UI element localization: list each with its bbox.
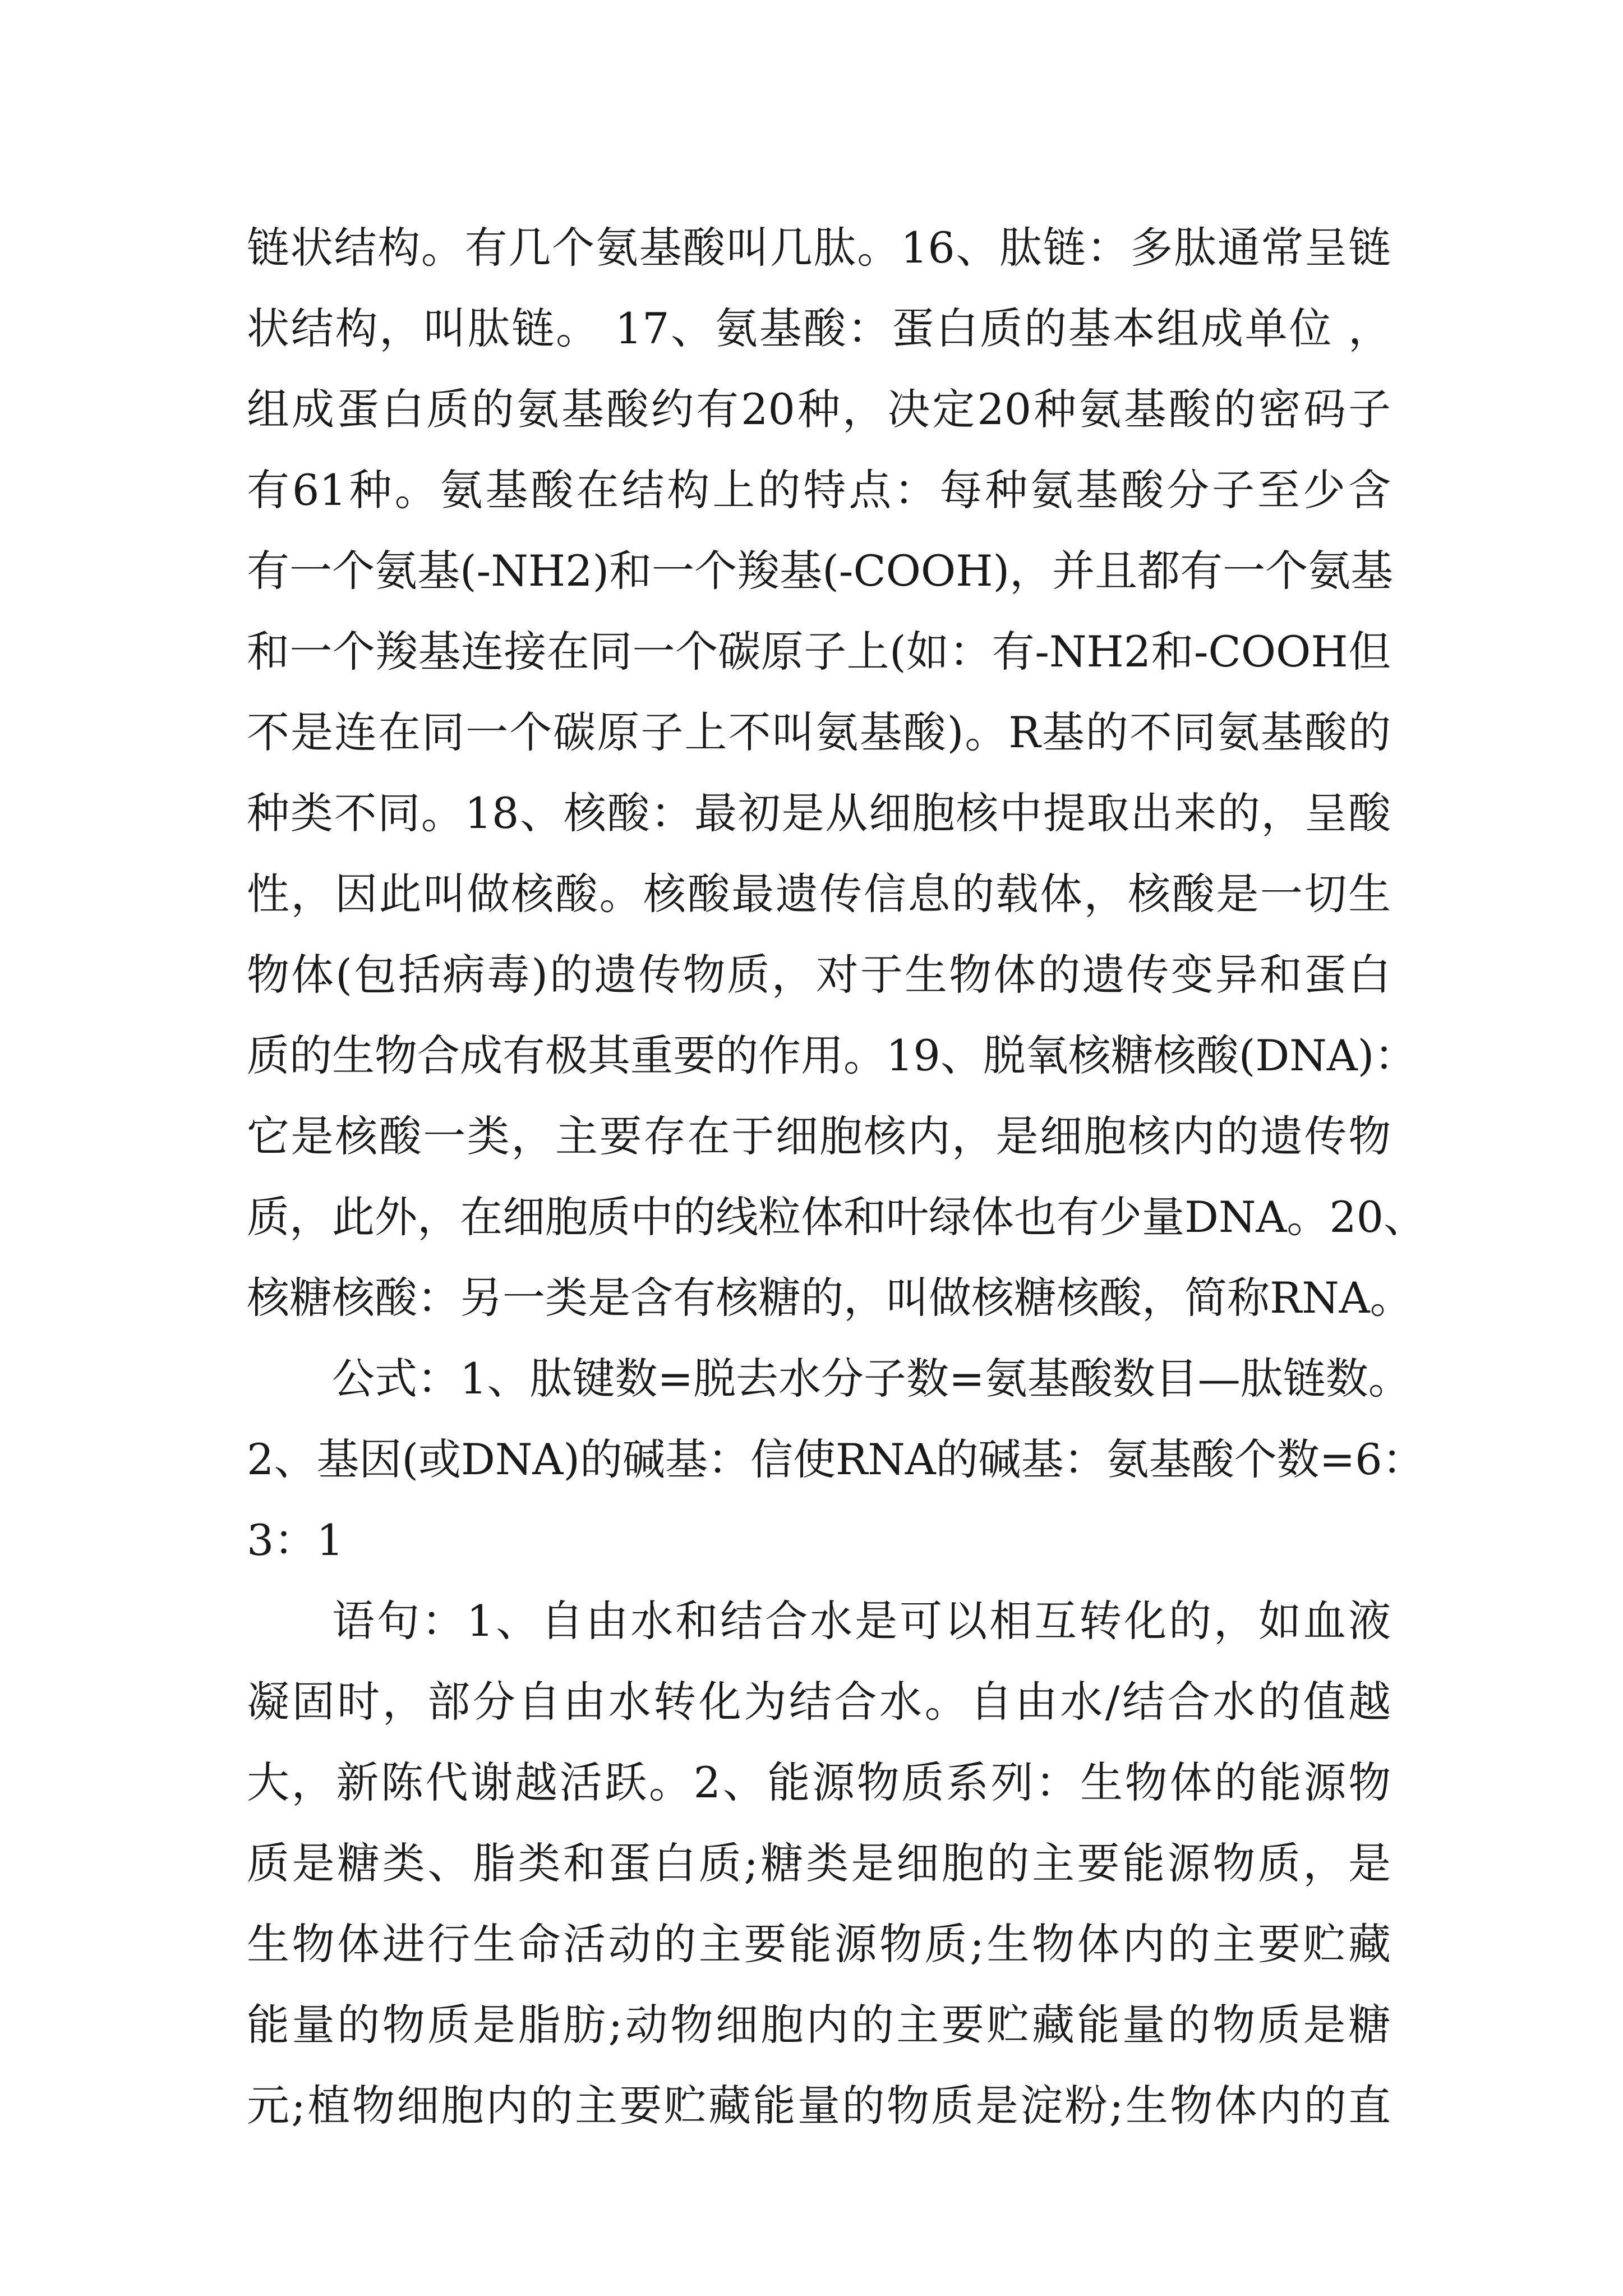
text-line: 质是糖类、脂类和蛋白质;糖类是细胞的主要能源物质，是: [247, 1838, 1391, 1888]
text-line: 不是连在同一个碳原子上不叫氨基酸)。R基的不同氨基酸的: [247, 707, 1391, 757]
text-line: 元;植物细胞内的主要贮藏能量的物质是淀粉;生物体内的直: [247, 2081, 1391, 2131]
text-line: 物体(包括病毒)的遗传物质，对于生物体的遗传变异和蛋白: [247, 950, 1391, 1000]
body-text: [247, 208, 1427, 2146]
sentence-paragraph-start: 语句：1、自由水和结合水是可以相互转化的，如血液: [332, 1596, 1391, 1646]
text-line: 状结构，叫肽链。 17、氨基酸：蛋白质的基本组成单位 ，: [247, 303, 1391, 353]
text-line: 质，此外，在细胞质中的线粒体和叶绿体也有少量DNA。20、: [247, 1192, 1427, 1242]
text-line: 性，因此叫做核酸。核酸最遗传信息的载体，核酸是一切生: [247, 869, 1391, 919]
text-line: 有61种。氨基酸在结构上的特点：每种氨基酸分子至少含: [247, 465, 1391, 515]
text-line: 凝固时，部分自由水转化为结合水。自由水/结合水的值越: [247, 1677, 1391, 1727]
text-line: 核糖核酸：另一类是含有核糖的，叫做核糖核酸，简称RNA。: [247, 1273, 1413, 1323]
text-line: 有一个氨基(-NH2)和一个羧基(-COOH)，并且都有一个氨基: [247, 546, 1394, 596]
text-line: 它是核酸一类，主要存在于细胞核内，是细胞核内的遗传物: [247, 1111, 1391, 1161]
text-line: 链状结构。有几个氨基酸叫几肽。16、肽链：多肽通常呈链: [247, 223, 1391, 273]
formula-paragraph-start: 公式：1、肽键数=脱去水分子数=氨基酸数目—肽链数。: [332, 1354, 1411, 1404]
text-line: 质的生物合成有极其重要的作用。19、脱氧核糖核酸(DNA)：: [247, 1030, 1417, 1080]
text-line: 和一个羧基连接在同一个碳原子上(如：有-NH2和-COOH但: [247, 627, 1391, 677]
text-line: 大，新陈代谢越活跃。2、能源物质系列：生物体的能源物: [247, 1757, 1391, 1807]
text-line: 种类不同。18、核酸：最初是从细胞核中提取出来的，呈酸: [247, 788, 1391, 838]
text-line: 生物体进行生命活动的主要能源物质;生物体内的主要贮藏: [247, 1919, 1391, 1969]
text-line: 3：1: [247, 1515, 344, 1565]
text-line: 能量的物质是脂肪;动物细胞内的主要贮藏能量的物质是糖: [247, 2000, 1391, 2050]
text-line: 组成蛋白质的氨基酸约有20种，决定20种氨基酸的密码子: [247, 384, 1391, 434]
text-line: 2、基因(或DNA)的碱基：信使RNA的碱基：氨基酸个数=6：: [247, 1434, 1425, 1484]
